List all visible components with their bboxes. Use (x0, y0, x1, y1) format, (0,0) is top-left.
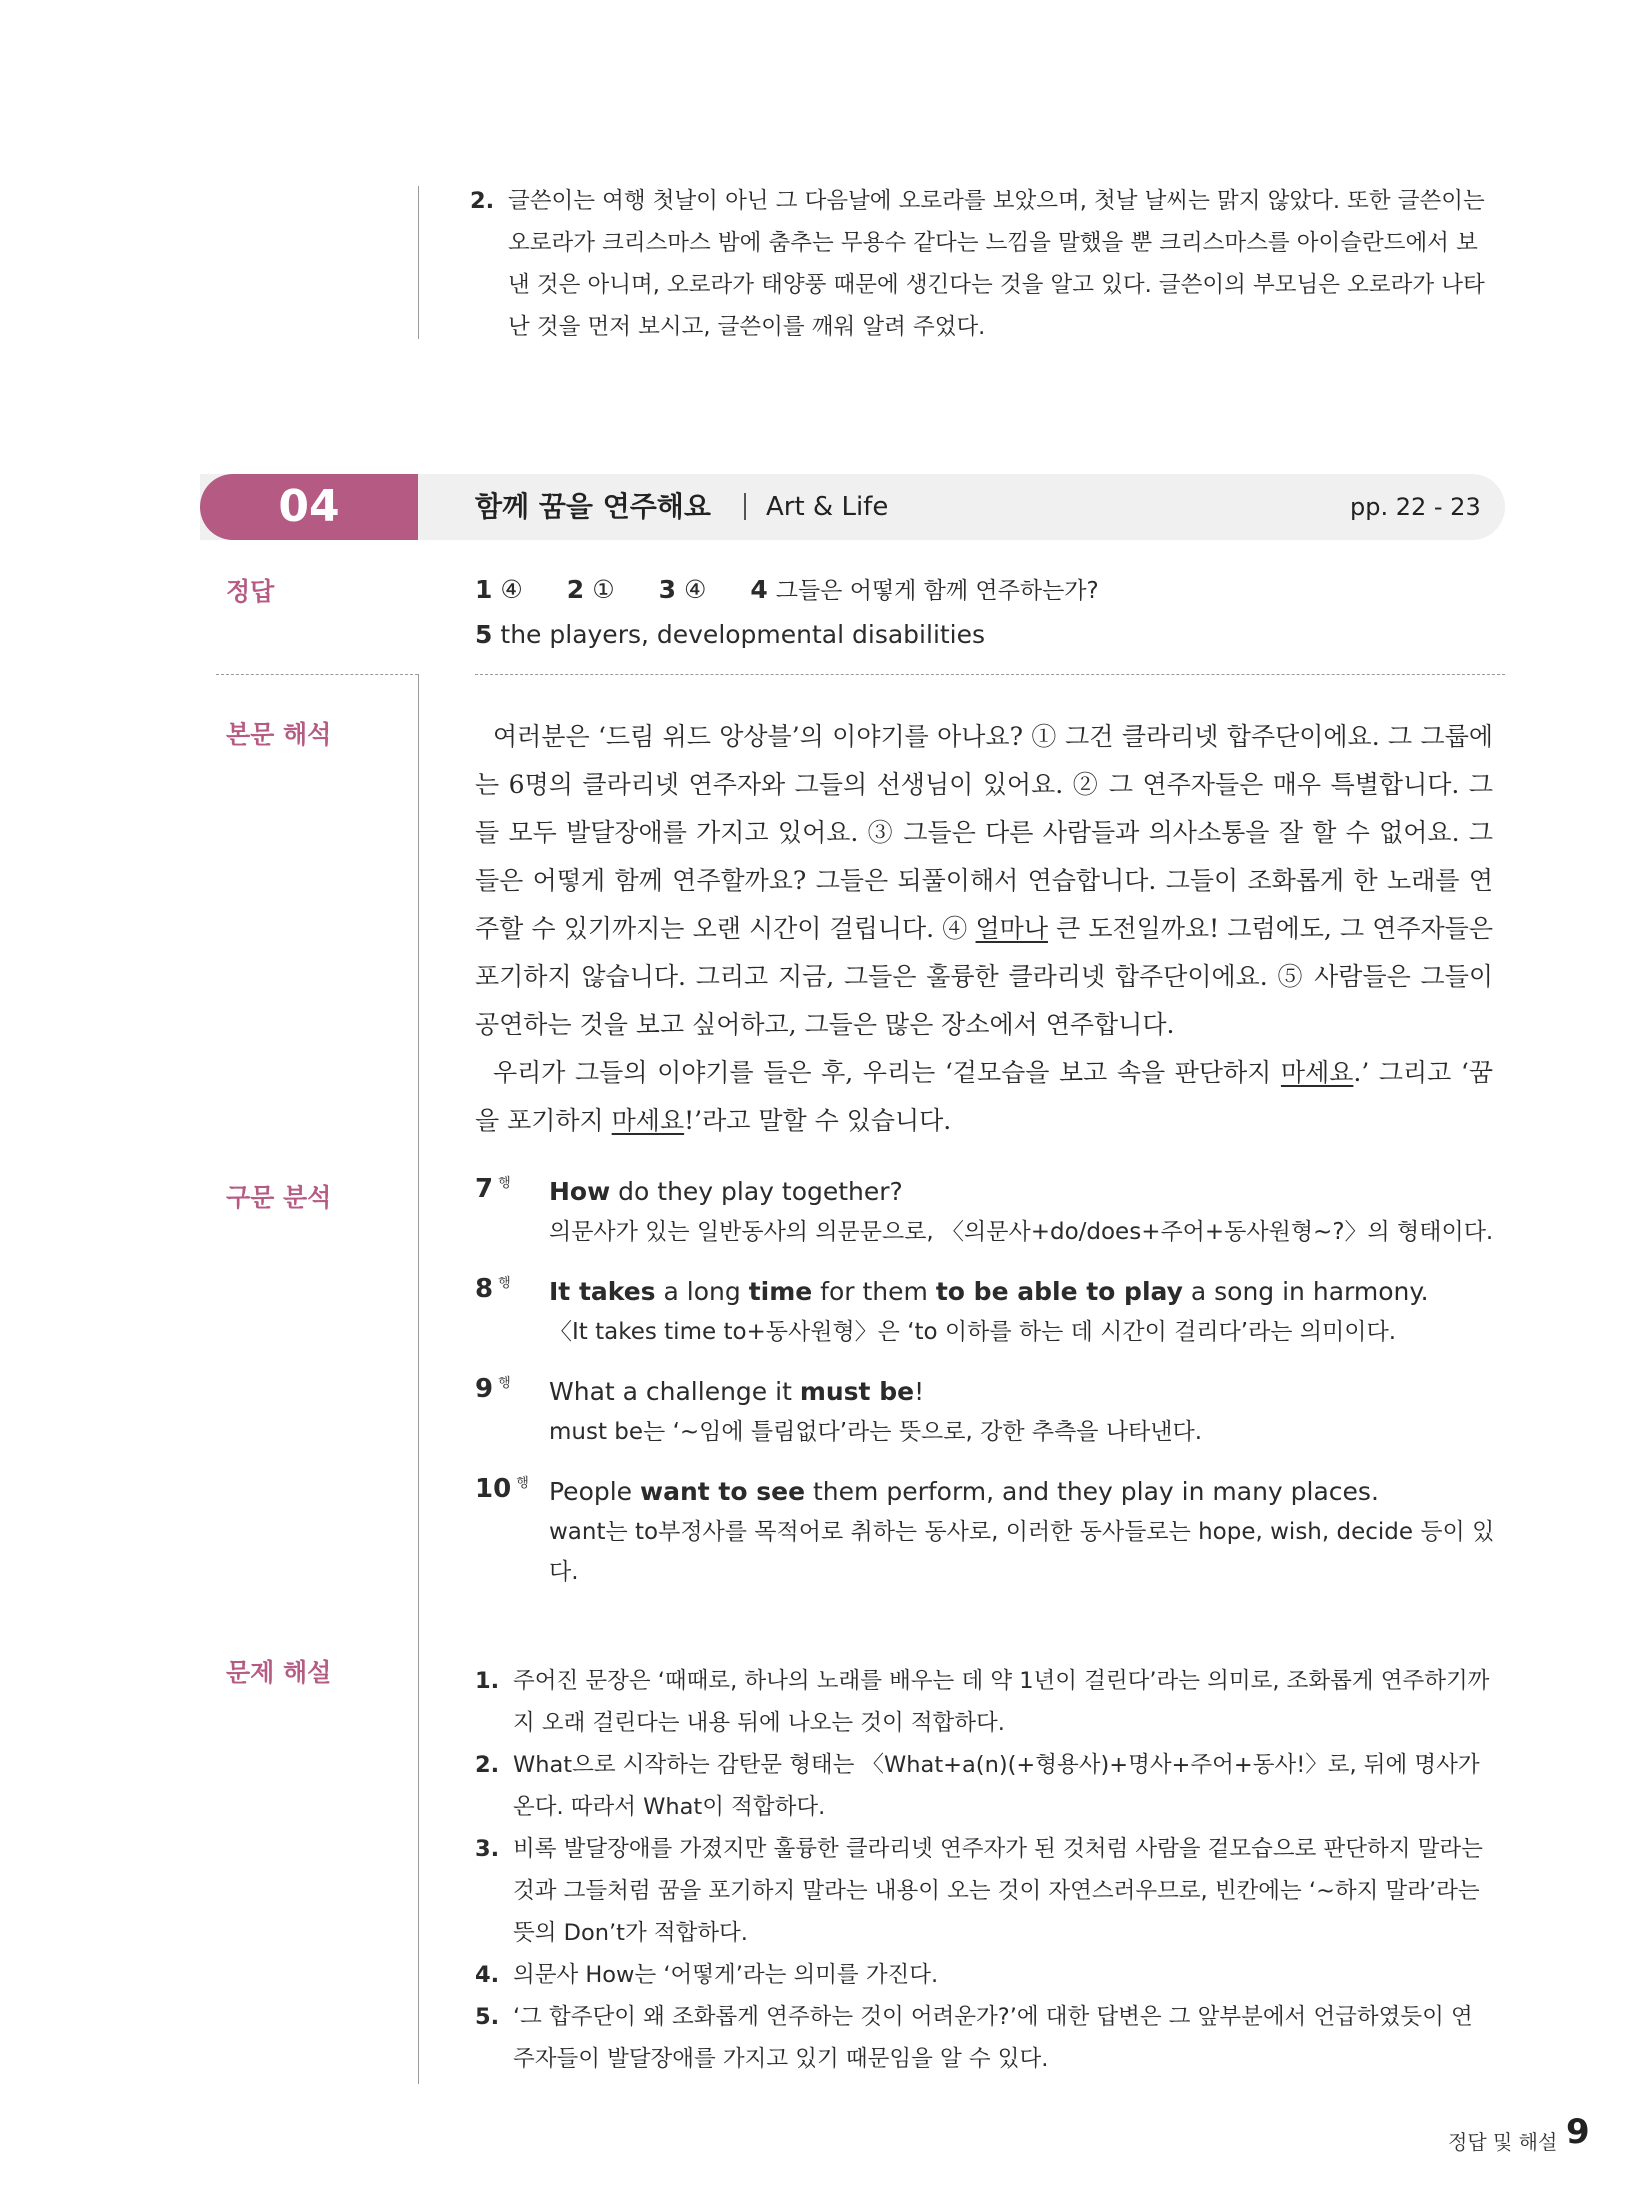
grammar-body (549, 1472, 1495, 1592)
underlined-word: 마세요 (611, 1106, 685, 1135)
problem-number: 1. (475, 1668, 500, 1694)
answer-1-value: ④ (500, 575, 523, 604)
line-unit: 행 (498, 1176, 511, 1191)
grammar-body (549, 1272, 1495, 1352)
problem-item (475, 1996, 1490, 2080)
header-separator (744, 493, 746, 520)
prev-explanation-item (470, 180, 1485, 348)
problem-text: What으로 시작하는 감탄문 형태는 〈What+a(n)(+형용사)+명사+주어+동사!〉로, 뒤에 명사가 온다. 따라서 What이 적합하다. (513, 1752, 1480, 1820)
problem-item (475, 1660, 1490, 1744)
grammar-line-number: 10 $^행$ (475, 1474, 529, 1504)
problem-text: 비록 발달장애를 가졌지만 훌륭한 클라리넷 연주자가 된 것처럼 사람을 겉모습으로 판단하지 말라는 것과 그들처럼 꿈을 포기하지 말라는 내용이 오는 것이 자연스러우므로, 빈칸에는 ‘~하지 말라’라는 뜻의 Don’t가 적합하다. (513, 1836, 1483, 1946)
answer-3-number: 3 (658, 575, 676, 604)
translation-body (475, 713, 1493, 1145)
lesson-subtitle: Art & Life (766, 492, 889, 522)
answers-label: 정답 (226, 577, 275, 606)
problem-text: 의문사 How는 ‘어떻게’라는 의미를 가진다. (513, 1962, 939, 1988)
answers-divider-left (216, 674, 418, 675)
translation-paragraph-1: 여러분은 ‘드림 위드 앙상블’의 이야기를 아나요? ① 그건 클라리넷 합주단이에요. 그 그룹에는 6명의 클라리넷 연주자와 그들의 선생님이 있어요. ② 그 연주자들은 매우 특별합니다. 그들 모두 발달장애를 가지고 있어요. ③ 그들은 다른 사람들과 의사소통을 잘 할 수 없어요. 그들은 어떻게 함께 연주할까요? 그들은 되풀이해서 연습합니다. 그들이 조화롭게 한 노래를 연주할 수 있기까지는 오랜 시간이 걸립니다. ④ 얼마나 큰 도전일까요! 그럼에도, 그 연주자들은 포기하지 않습니다. 그리고 지금, 그들은 훌륭한 클라리넷 합주단이에요. ⑤ 사람들은 그들이 공연하는 것을 보고 싶어하고, 그들은 많은 장소에서 연주합니다. (475, 722, 1493, 1039)
grammar-explanation: want는 to부정사를 목적어로 취하는 동사로, 이러한 동사들로는 hope, wish, decide 등이 있다. (549, 1519, 1495, 1585)
grammar-example-sentence: How do they play together? (549, 1177, 903, 1206)
underlined-word: 얼마나 (975, 914, 1048, 943)
problem-item (475, 1954, 1490, 1996)
answers-divider-right (475, 674, 1505, 675)
problem-number: 3. (475, 1836, 500, 1862)
grammar-line-number: 7 $^행$ (475, 1174, 511, 1204)
line-unit: 행 (498, 1376, 511, 1391)
answer-5-value: the players, developmental disabilities (500, 620, 986, 649)
answers-row-2 (475, 620, 985, 649)
problem-number: 4. (475, 1962, 500, 1988)
grammar-explanation: must be는 ‘~임에 틀림없다’라는 뜻으로, 강한 추측을 나타낸다. (549, 1419, 1203, 1445)
grammar-example-sentence: People want to see them perform, and they play in many places. (549, 1477, 1379, 1506)
prev-explanation (470, 180, 1485, 348)
item-number: 2. (470, 188, 495, 214)
problems-label: 문제 해설 (226, 1658, 332, 1687)
answer-4-number: 4 (750, 575, 768, 604)
line-unit: 행 (498, 1276, 511, 1291)
page-number: 9 (1566, 2112, 1590, 2152)
translation-label: 본문 해석 (226, 720, 332, 749)
problem-explanations (475, 1660, 1490, 2080)
answers-row-1 (475, 572, 1099, 605)
translation-paragraph-2: 우리가 그들의 이야기를 들은 후, 우리는 ‘겉모습을 보고 속을 판단하지 마세요.’ 그리고 ‘꿈을 포기하지 마세요!’라고 말할 수 있습니다. (475, 1058, 1493, 1135)
grammar-example-sentence: It takes a long time for them to be able to play a song in harmony. (549, 1277, 1429, 1306)
top-divider-line (418, 186, 419, 339)
lesson-title: 함께 꿈을 연주해요 (475, 490, 711, 523)
problem-number: 2. (475, 1752, 500, 1778)
grammar-line-number: 8 $^행$ (475, 1274, 511, 1304)
footer-section-title: 정답 및 해설 (1448, 2130, 1558, 2154)
underlined-word: 마세요 (1280, 1058, 1354, 1087)
problem-text: 주어진 문장은 ‘때때로, 하나의 노래를 배우는 데 약 1년이 걸린다’라는 의미로, 조화롭게 연주하기까지 오래 걸린다는 내용 뒤에 나오는 것이 적합하다. (513, 1668, 1490, 1736)
grammar-example-sentence: What a challenge it must be! (549, 1377, 925, 1406)
problem-item (475, 1828, 1490, 1954)
lesson-number: 04 (278, 481, 340, 532)
answer-1-number: 1 (475, 575, 493, 604)
line-unit: 행 (516, 1476, 529, 1491)
grammar-line-number: 9 $^행$ (475, 1374, 511, 1404)
problem-number: 5. (475, 2004, 500, 2030)
grammar-explanation: 의문사가 있는 일반동사의 의문문으로, 〈의문사+do/does+주어+동사원형~?〉의 형태이다. (549, 1219, 1494, 1245)
grammar-body (549, 1372, 1495, 1452)
answer-2-value: ① (592, 575, 615, 604)
item-text: 글쓴이는 여행 첫날이 아닌 그 다음날에 오로라를 보았으며, 첫날 날씨는 맑지 않았다. 또한 글쓴이는 오로라가 크리스마스 밤에 춤추는 무용수 같다는 느낌을 말했을 뿐 크리스마스를 아이슬란드에서 보낸 것은 아니며, 오로라가 태양풍 때문에 생긴다는 것을 알고 있다. 글쓴이의 부모님은 오로라가 나타난 것을 먼저 보시고, 글쓴이를 깨워 알려 주었다. (508, 188, 1485, 340)
answer-4-value: 그들은 어떻게 함께 연주하는가? (775, 578, 1099, 604)
answer-2-number: 2 (566, 575, 585, 604)
answer-5-number: 5 (475, 620, 493, 649)
answer-3-value: ④ (683, 575, 707, 604)
problem-text: ‘그 합주단이 왜 조화롭게 연주하는 것이 어려운가?’에 대한 답변은 그 앞부분에서 언급하였듯이 연주자들이 발달장애를 가지고 있기 때문임을 알 수 있다. (513, 2004, 1473, 2072)
grammar-body (549, 1172, 1495, 1252)
main-divider-line (418, 674, 419, 2084)
problem-item (475, 1744, 1490, 1828)
grammar-label: 구문 분석 (226, 1183, 332, 1212)
grammar-explanation: 〈It takes time to+동사원형〉은 ‘to 이하를 하는 데 시간이 걸리다’라는 의미이다. (549, 1319, 1397, 1345)
lesson-pages: pp. 22 - 23 (1350, 493, 1481, 521)
